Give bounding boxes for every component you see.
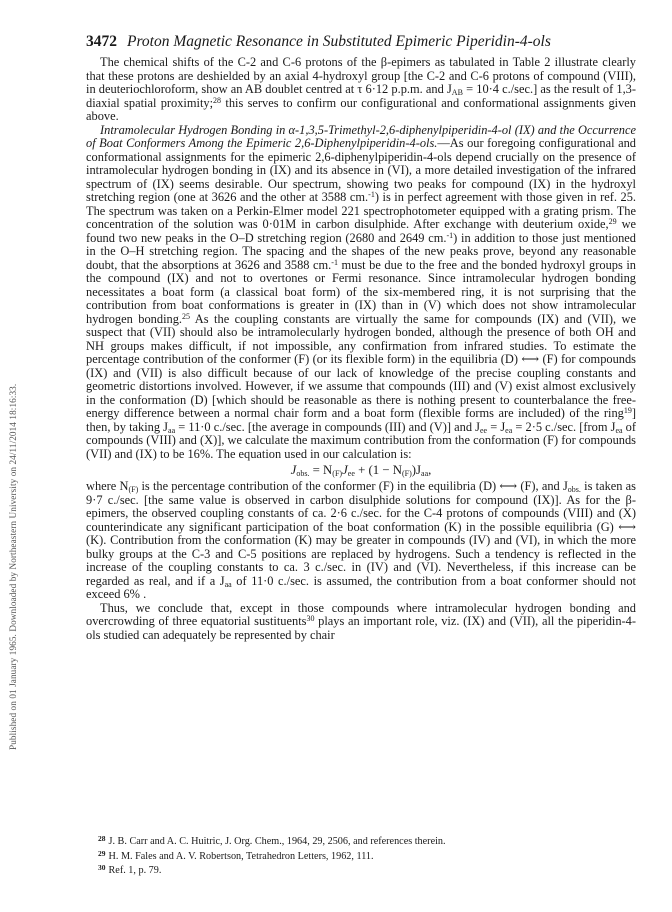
footnote-ref[interactable]: 30 <box>306 614 315 624</box>
footnote-text: Ref. 1, p. 79. <box>108 865 162 877</box>
footnote-text: H. M. Fales and A. V. Robertson, Tetrahedron Letters, 1962, 111. <box>108 850 374 862</box>
footnote-item <box>98 833 618 848</box>
subscript: ee <box>479 425 488 435</box>
running-title: Proton Magnetic Resonance in Substituted Epimeric Piperidin-4-ols <box>127 33 551 50</box>
eq-symbol: J <box>342 463 348 478</box>
footnote-item <box>98 862 618 877</box>
eq-subscript: (F) <box>402 469 412 479</box>
paragraph-hydrogen-bonding <box>86 124 636 462</box>
publication-sidebar <box>6 150 22 750</box>
text-run: of 11·0 c./sec. is assumed, the contribution from a boat conformer should not exceed 6% . <box>86 573 636 602</box>
text-run: ] then, by taking J <box>86 406 636 434</box>
superscript: -1 <box>368 190 375 200</box>
eq-text: + (1 − N <box>354 463 403 478</box>
subscript: ea <box>505 425 513 435</box>
text-run: As the coupling constants are virtually the same for compounds (IX) and (VII), we suspect that (VII) should also be intramolecularly hydrogen bonded, although the presence of both OH and NH groups makes difficult, if not impossible, any confirmation from infrared studies. To estimate the percentage contribution of the conformer (F) (or its flexible form) in the equilibria (D) ⟷ (F) for compounds (IX) and (VII) is also difficult because of our lack of knowledge of the precise coupling constants and geometric distortions involved. However, if we assume that compounds (III) and (V) exist almost exclusively in the conformation (D) [which should be reasonable as there is nothing present to counterbalance the free-energy difference between a normal chair form and a boat form (flexible forms are included) of the ring <box>86 311 636 421</box>
text-run: = 2·5 c./sec. [from J <box>512 419 616 434</box>
eq-subscript: (F) <box>332 469 343 479</box>
text-run: ) in addition to those just mentioned in the O–H stretching region. The spacing and the shapes of the new peaks prove, beyond any reasonable doubt, that the absorptions at 3626 and 3588 cm. <box>86 230 636 272</box>
text-run: = 11·0 c./sec. [the average in compounds (III) and (V)] and J <box>175 419 480 434</box>
text-run: in carbon disulphide. After exchange with deuterium oxide, <box>296 217 609 232</box>
footnote-ref[interactable]: 28 <box>213 95 222 105</box>
text-run: = 10·4 c./sec.] as the result of 1,3-diaxial spatial proximity; <box>86 82 636 110</box>
footnote-number: 30 <box>98 863 106 873</box>
eq-text: = N <box>309 463 333 478</box>
subscript: aa <box>224 579 232 589</box>
text-run: this serves to confirm our configurational and conformational assignments given above. <box>86 95 636 124</box>
eq-text: )J <box>411 463 422 478</box>
sidebar-download-notice: Published on 01 January 1965. Downloaded by Northeastern University on 24/11/2014 18:16:33. <box>8 383 18 750</box>
eq-subscript: obs. <box>296 469 310 479</box>
subscript: obs. <box>567 484 581 494</box>
subscript: (F) <box>128 484 139 494</box>
text-run: ) is in perfect agreement with those given in ref. 25. The spectrum was taken on a Perkin-Elmer model 221 spectrophotometer equipped with a grating prism. The concentration of the solution was 0·01 <box>86 190 636 232</box>
text-run: The chemical shifts of the C-2 and C-6 protons of the β-epimers as tabulated in Table 2 illustrate clearly that these protons are deshielded by an axial 4-hydroxyl group [the C-2 and C-6 protons of compound (VIII), in deuteriochloroform, show an AB doublet centred at τ 6·12 p.p.m. and J <box>86 55 636 97</box>
eq-subscript: aa <box>421 469 429 479</box>
footnote-item <box>98 848 618 863</box>
coupling-equation <box>86 464 636 478</box>
section-heading: Intramolecular Hydrogen Bonding in α-1,3,5-Trimethyl-2,6-diphenylpiperidin-4-ol (IX) and the Occurrence of Boat Conformers Among the Epimeric 2,6-Diphenylpiperidin-4-ols. <box>86 122 636 151</box>
footnote-text: J. B. Carr and A. C. Huitric, J. Org. Chem., 1964, 29, 2506, and references therein. <box>108 836 446 847</box>
text-run: is taken as 9·7 c./sec. [the same value is observed in carbon disulphide solutions for compound (IX)]. As for the β-epimers, the observed coupling constants of ca. 2·6 c./sec. for the C-4 protons of compounds (VIII) and (X) counterindicate any significant participation of the boat conformation (K) in the possible equilibria (G) ⟷ (K). Contribution from the conformation (K) may be greater in compounds (IV) and (VI), in which the more bulky groups at the C-3 and C-5 positions are replaced by hydrogens. Such a tendency is reflected in the increase of the coupling constants to ca. 3 c./sec. in (IV) and (VI). Nevertheless, if this increase can be regarded as real, and if a J <box>86 478 637 588</box>
text-run: we found two new peaks in the O–D stretching region (2680 and 2649 cm. <box>86 217 637 245</box>
footnote-ref[interactable]: 25 <box>182 311 190 321</box>
subscript: aa <box>168 425 176 435</box>
text-run: is the percentage contribution of the conformer (F) in the equilibria (D) ⟷ (F), and J <box>138 478 568 493</box>
text-run: —As our foregoing configurational and conformational assignments for the epimeric 2,6-diphenylpiperidin-4-ols depend crucially on the presence of intramolecular hydrogen bonding in (IX) and its absence in (VI), a more detailed investigation of the infrared spectrum of (IX) seems desirable. Our spectrum, showing two peaks for compound (IX) in the hydroxyl stretching region (one at 3626 and the other at 3588 cm. <box>86 136 636 205</box>
footnote-ref[interactable]: 29 <box>608 217 617 227</box>
superscript: -1 <box>446 230 454 240</box>
eq-subscript: ee <box>347 469 355 479</box>
page-header <box>86 33 626 51</box>
footnotes <box>98 833 618 877</box>
text-run: Thus, we conclude that, except in those compounds where intramolecular hydrogen bonding and overcrowding of three equatorial sustituents <box>86 600 636 629</box>
article-body <box>86 56 636 642</box>
eq-text: , <box>428 463 432 478</box>
superscript: -1 <box>331 257 338 267</box>
subscript: ea <box>615 425 623 435</box>
footnote-number: 28 <box>98 834 106 843</box>
text-run: must be due to the free and the bonded hydroxyl groups in the compound (IX) and not to overtones or Fermi resonance. Since intramolecular hydrogen bonding necessitates a boat form (a classical boat form) of the six-membered ring, it is not surprising that the contribution from boat conformations is greater in (IX) than in (V) which does not show intramolecular hydrogen bonding. <box>86 257 636 326</box>
paragraph-equation-explanation <box>86 480 636 602</box>
text-run: where N <box>86 478 129 493</box>
paragraph-conclusion <box>86 602 636 643</box>
text-run: plays an important role, viz. (IX) and (VII), all the piperidin-4-ols studied can adequately be represented by chair <box>86 614 636 642</box>
footnote-ref[interactable]: 19 <box>623 406 632 416</box>
paragraph-chemical-shifts <box>86 56 636 124</box>
text-run: = J <box>487 419 506 434</box>
subscript: AB <box>451 88 463 98</box>
footnote-number: 29 <box>98 848 106 858</box>
eq-symbol: J <box>290 463 297 478</box>
page-number: 3472 <box>86 33 117 50</box>
molar-unit: M <box>285 217 297 232</box>
text-run: of compounds (VIII) and (X)], we calculate the maximum contribution from the conformation (F) for compounds (VII) and (IX) to be 16%. The equation used in our calculation is: <box>86 419 636 461</box>
